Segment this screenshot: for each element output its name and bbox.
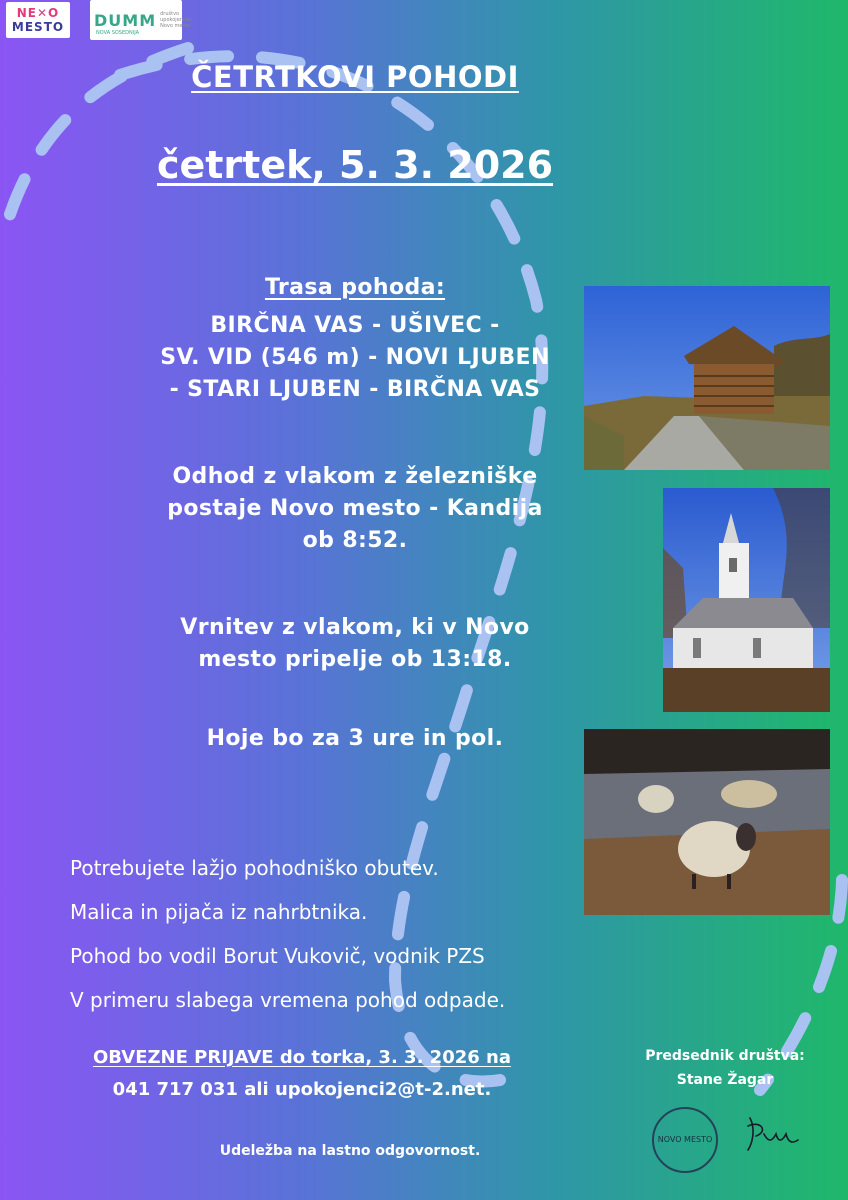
registration-line: OBVEZNE PRIJAVE do torka, 3. 3. 2026 na — [92, 1047, 512, 1068]
society-stamp — [652, 1107, 718, 1173]
logo-line-1: NE✕O — [16, 6, 60, 20]
return-line: Vrnitev z vlakom, ki v Novo — [180, 615, 530, 640]
responsibility-note: Udeležba na lastno odgovornost. — [219, 1143, 481, 1159]
registration-contact: 041 717 031 ali upokojenci2@t-2.net. — [112, 1079, 492, 1100]
dumm-logo-small: NOVA SOSEDNIJA — [96, 30, 140, 36]
route-line: SV. VID (546 m) - NOVI LJUBEN — [160, 345, 550, 370]
departure-line: postaje Novo mesto - Kandija — [167, 496, 543, 521]
departure-line: Odhod z vlakom z železniške — [172, 464, 538, 489]
departure-info — [0, 461, 710, 557]
dumm-logo-name: DUMM — [94, 10, 157, 30]
route-line: BIRČNA VAS - UŠIVEC - — [210, 313, 500, 338]
route-line: - STARI LJUBEN - BIRČNA VAS — [169, 377, 541, 402]
event-date: četrtek, 5. 3. 2026 — [156, 143, 554, 187]
photo-sheep — [584, 729, 830, 915]
dumm-logo — [90, 0, 192, 40]
note-item: Pohod bo vodil Borut Vukovič, vodnik PZS — [70, 944, 485, 968]
walk-duration: Hoje bo za 3 ure in pol. — [206, 726, 504, 751]
notes-list — [70, 846, 505, 1022]
president-name: Stane Žagar — [676, 1072, 774, 1088]
note-item: Malica in pijača iz nahrbtnika. — [70, 900, 368, 924]
logo-line-2: MESTO — [11, 20, 65, 34]
poster-title: ČETRTKOVI POHODI — [191, 60, 519, 94]
president-title: Predsednik društva: — [645, 1048, 805, 1064]
dumm-logo-desc: društvo upokojencev Novo mesto — [160, 11, 192, 29]
return-line: mesto pripelje ob 13:18. — [198, 647, 512, 672]
departure-line: ob 8:52. — [302, 528, 408, 553]
route-heading: Trasa pohoda: — [264, 275, 446, 300]
signature — [742, 1112, 802, 1156]
stamp-text: NOVO MESTO — [657, 1135, 713, 1144]
registration-info — [0, 1042, 604, 1106]
return-info — [0, 612, 710, 676]
note-item: Potrebujete lažjo pohodniško obutev. — [70, 856, 439, 880]
note-item: V primeru slabega vremena pohod odpade. — [70, 988, 506, 1012]
photo-church — [663, 488, 830, 712]
president-block — [620, 1044, 830, 1092]
novo-mesto-logo — [6, 2, 70, 38]
photo-wooden-hut — [584, 286, 830, 470]
